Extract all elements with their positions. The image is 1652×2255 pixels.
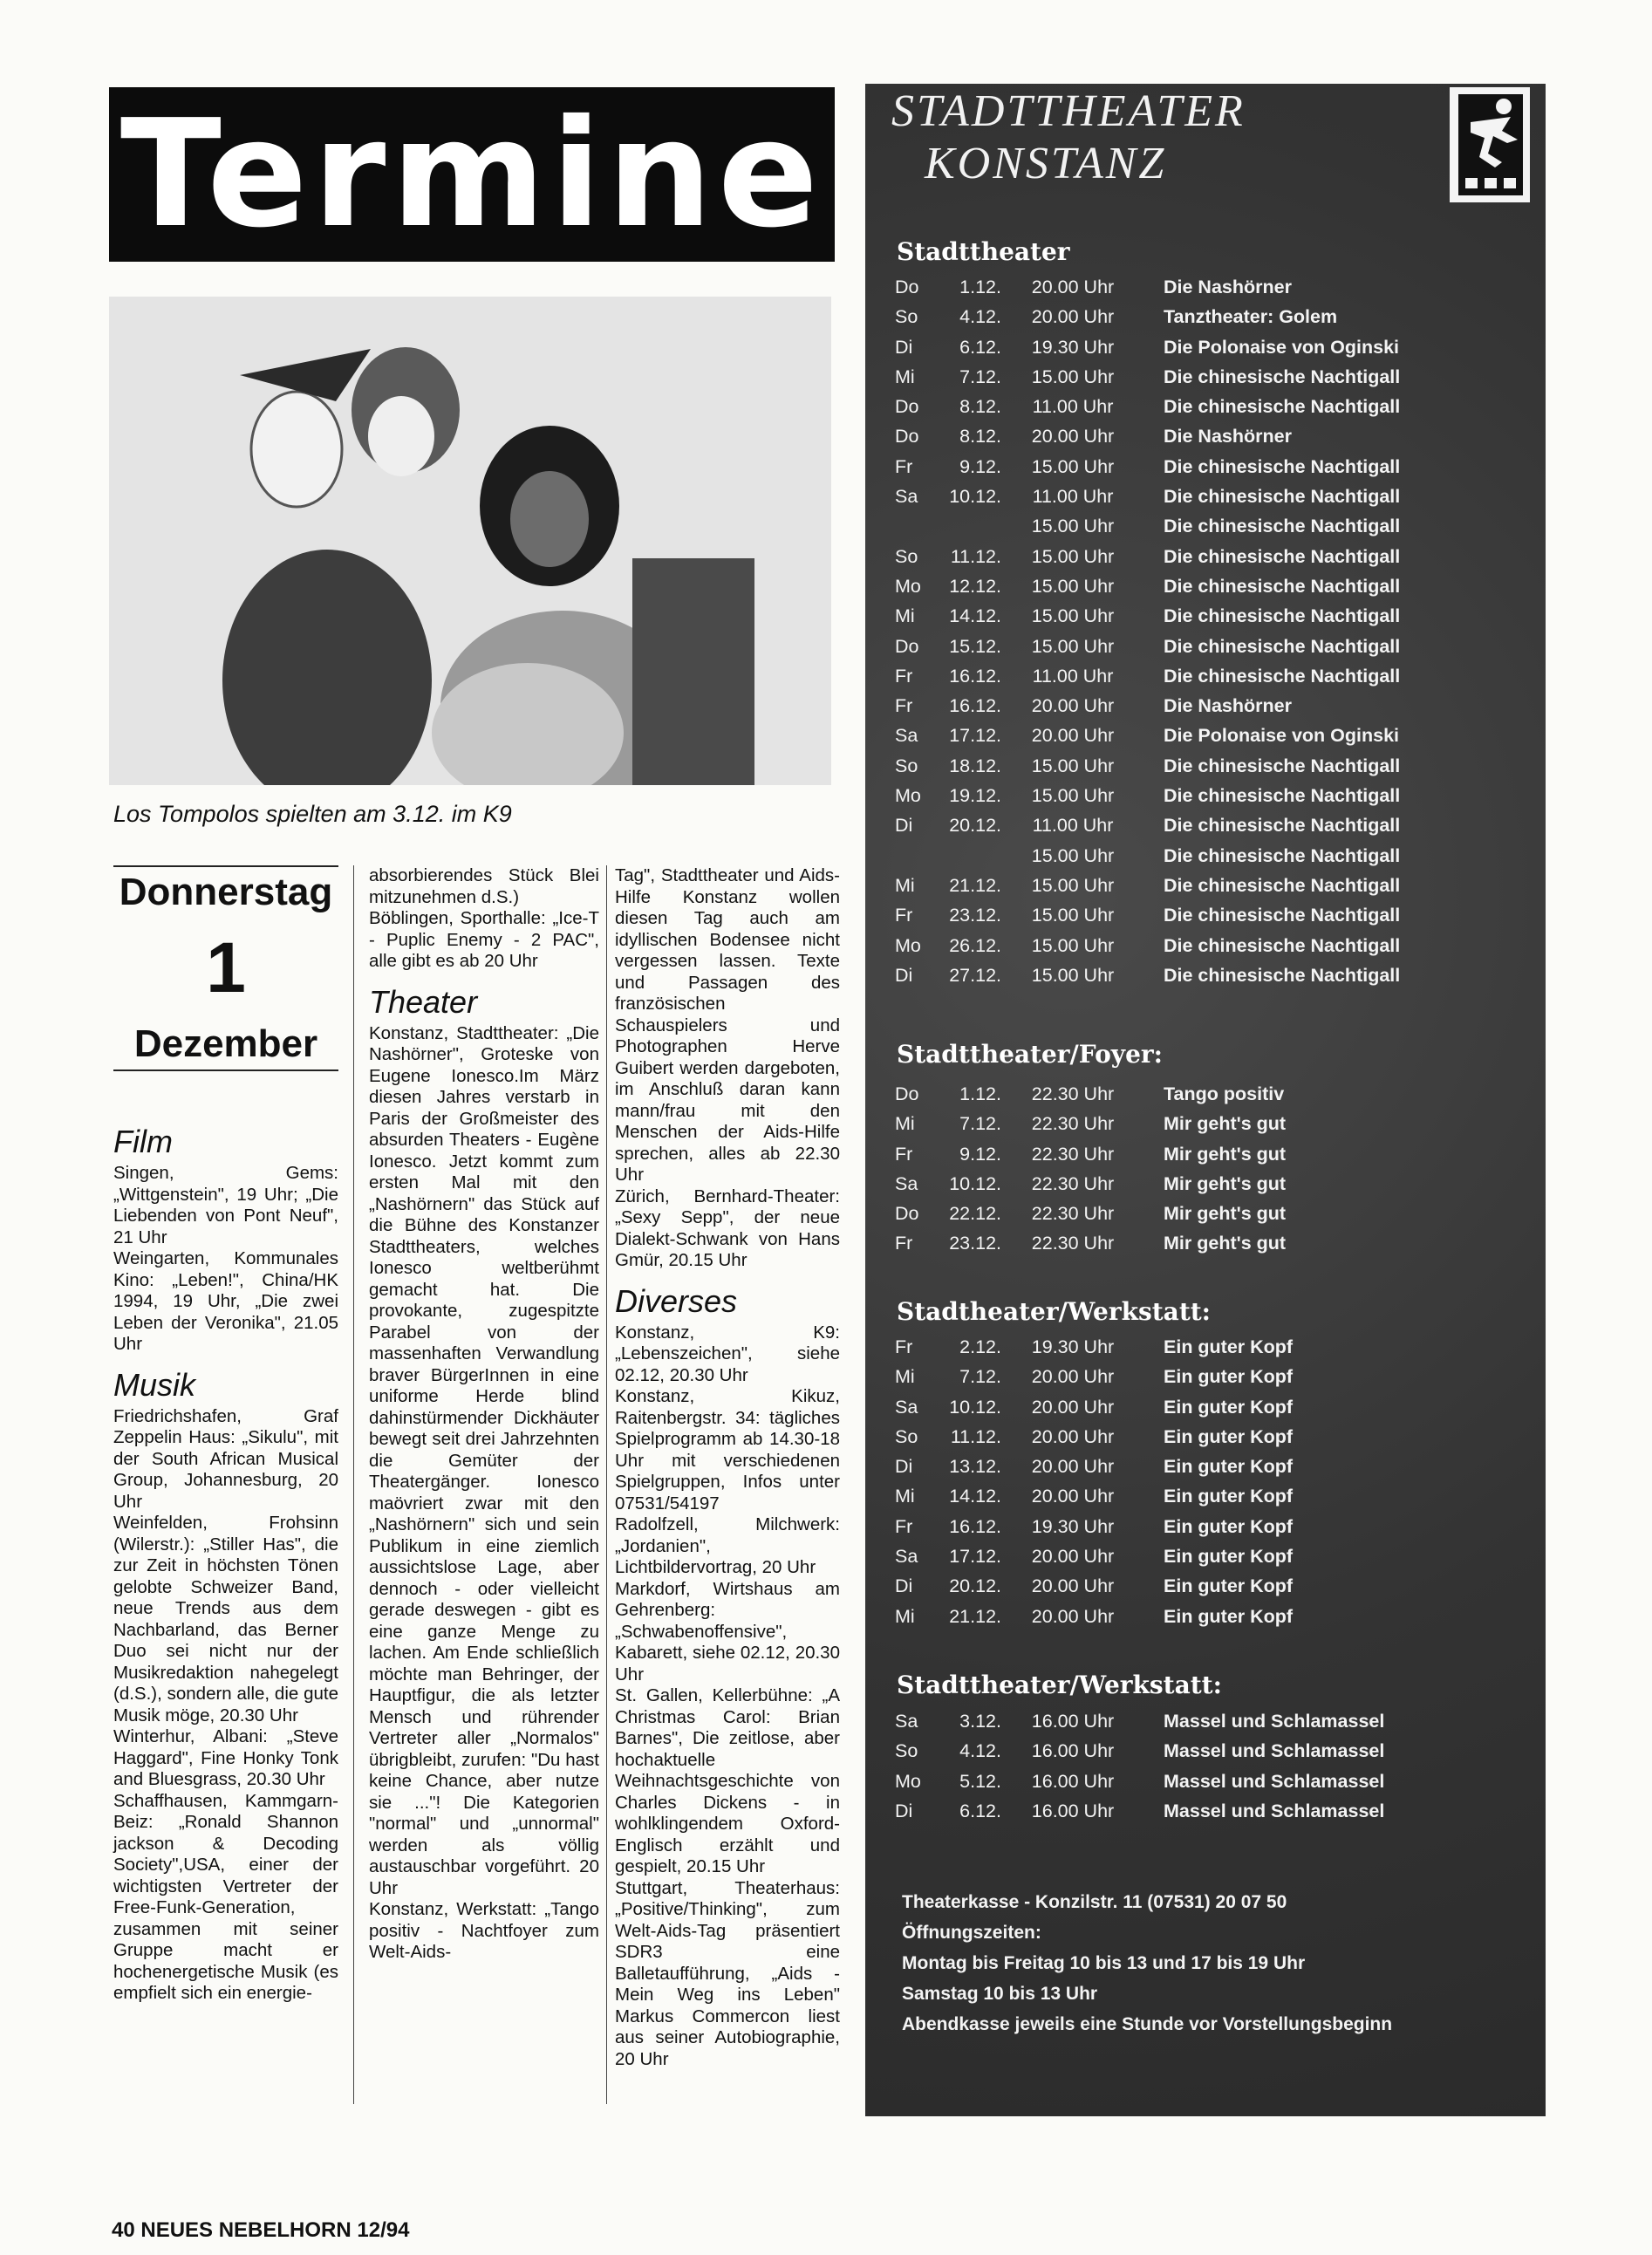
- schedule-weekday: Mo: [895, 785, 921, 807]
- schedule-time: 20.00 Uhr: [1031, 1546, 1115, 1568]
- schedule-time: 15.00 Uhr: [1031, 755, 1115, 776]
- schedule-row: [895, 511, 1400, 541]
- schedule-weekday: Do: [895, 426, 919, 448]
- schedule-title: Die chinesische Nachtigall: [1164, 396, 1401, 418]
- schedule-date: 11.12.: [950, 1425, 1001, 1447]
- schedule-title: Die Polonaise von Oginski: [1164, 725, 1400, 747]
- schedule-row: [895, 1736, 1384, 1766]
- schedule-table-foyer: [895, 1079, 1286, 1259]
- schedule-time: 20.00 Uhr: [1031, 306, 1115, 328]
- schedule-title: Mir geht's gut: [1164, 1233, 1287, 1254]
- listing: Markdorf, Wirtshaus am Gehrenberg: „Schwabenoffensive", Kabarett, siehe 02.12, 20.30 Uhr: [615, 1578, 840, 1684]
- theater-logo-figure-icon: [1450, 87, 1530, 202]
- schedule-row: [895, 960, 1400, 990]
- schedule-title: Die chinesische Nachtigall: [1164, 785, 1401, 807]
- schedule-date: 1.12.: [959, 277, 1001, 297]
- schedule-title: Mir geht's gut: [1164, 1143, 1287, 1165]
- schedule-title: Die chinesische Nachtigall: [1164, 665, 1401, 687]
- schedule-date: 6.12.: [959, 336, 1001, 358]
- schedule-time: 22.30 Uhr: [1031, 1113, 1115, 1135]
- schedule-time: 15.00 Uhr: [1031, 964, 1115, 986]
- schedule-date: 7.12.: [959, 1113, 1001, 1135]
- schedule-weekday: Do: [895, 277, 919, 297]
- schedule-weekday: [895, 511, 947, 541]
- schedule-weekday: Mi: [895, 366, 915, 387]
- schedule-time: 20.00 Uhr: [1031, 426, 1115, 448]
- schedule-title: Die Nashörner: [1164, 277, 1292, 297]
- schedule-weekday: Di: [895, 964, 913, 986]
- schedule-weekday: Sa: [895, 1711, 918, 1732]
- schedule-row: [895, 332, 1400, 362]
- schedule-time: 22.30 Uhr: [1031, 1143, 1115, 1165]
- schedule-weekday: Do: [895, 635, 919, 657]
- schedule-date: 16.12.: [949, 665, 1001, 687]
- schedule-row: [895, 1766, 1384, 1796]
- schedule-title: Mir geht's gut: [1164, 1203, 1287, 1225]
- schedule-weekday: Mo: [895, 575, 921, 597]
- schedule-date: 18.12.: [949, 755, 1001, 776]
- schedule-date: 14.12.: [949, 605, 1001, 627]
- schedule-title: Die chinesische Nachtigall: [1164, 874, 1401, 896]
- schedule-row: [895, 421, 1400, 451]
- schedule-title: Die chinesische Nachtigall: [1164, 366, 1401, 387]
- schedule-title: Massel und Schlamassel: [1164, 1800, 1385, 1821]
- month: Dezember: [133, 1022, 318, 1065]
- schedule-time: 20.00 Uhr: [1031, 1456, 1115, 1478]
- box-office-info: [902, 1887, 1392, 2040]
- schedule-title: Die chinesische Nachtigall: [1164, 635, 1401, 657]
- schedule-weekday: Fr: [895, 1233, 913, 1254]
- schedule-date: [947, 511, 1008, 541]
- page-title: Termine: [119, 88, 824, 261]
- schedule-title: Die Polonaise von Oginski: [1164, 336, 1400, 358]
- schedule-time: 15.00 Uhr: [1031, 575, 1115, 597]
- schedule-title: Die chinesische Nachtigall: [1164, 905, 1401, 926]
- schedule-date: 10.12.: [949, 1396, 1001, 1418]
- schedule-time: 20.00 Uhr: [1031, 1486, 1115, 1507]
- schedule-row: [895, 362, 1400, 392]
- listing: Böblingen, Sporthalle: „Ice-T - Puplic Enemy - 2 PAC", alle gibt es ab 20 Uhr: [369, 908, 599, 971]
- schedule-row: [895, 601, 1400, 631]
- schedule-row: [895, 661, 1400, 691]
- schedule-row: [895, 931, 1400, 960]
- schedule-title: Die chinesische Nachtigall: [1164, 964, 1401, 986]
- schedule-weekday: Fr: [895, 1515, 913, 1537]
- schedule-row: [895, 781, 1400, 810]
- schedule-weekday: Mi: [895, 1605, 915, 1627]
- schedule-title: Ein guter Kopf: [1164, 1486, 1294, 1507]
- schedule-row: [895, 302, 1400, 331]
- schedule-weekday: Di: [895, 336, 913, 358]
- box-office-line: Montag bis Freitag 10 bis 13 und 17 bis 19 Uhr: [902, 1953, 1306, 1973]
- schedule-date: 16.12.: [949, 1515, 1001, 1537]
- listing: Singen, Gems: „Wittgenstein", 19 Uhr; „Die Liebenden von Pont Neuf", 21 Uhr: [113, 1163, 338, 1247]
- section-heading: Stadttheater/Foyer:: [897, 1040, 1163, 1069]
- schedule-title: Die chinesische Nachtigall: [1164, 575, 1401, 597]
- schedule-date: 15.12.: [949, 635, 1001, 657]
- schedule-weekday: Di: [895, 815, 913, 837]
- schedule-date: 4.12.: [959, 306, 1001, 328]
- schedule-row: [895, 1796, 1384, 1826]
- schedule-title: Ein guter Kopf: [1164, 1575, 1294, 1597]
- schedule-time: 20.00 Uhr: [1031, 1575, 1115, 1597]
- schedule-weekday: Mi: [895, 874, 915, 896]
- listing: Zürich, Bernhard-Theater: „Sexy Sepp", der neue Dialekt-Schwank von Hans Gmür, 20.15 Uhr: [615, 1186, 840, 1270]
- column-3: [615, 865, 840, 2070]
- box-office-line: Theaterkasse - Konzilstr. 11 (07531) 20 07 50: [902, 1892, 1287, 1912]
- schedule-title: Mir geht's gut: [1164, 1172, 1287, 1194]
- schedule-date: 4.12.: [959, 1740, 1001, 1762]
- schedule-row: [895, 272, 1400, 302]
- schedule-row: [895, 1706, 1384, 1736]
- schedule-weekday: Di: [895, 1456, 913, 1478]
- schedule-weekday: Fr: [895, 665, 913, 687]
- schedule-row: [895, 810, 1400, 840]
- schedule-weekday: Di: [895, 1575, 913, 1597]
- schedule-title: Ein guter Kopf: [1164, 1366, 1294, 1388]
- schedule-title: Ein guter Kopf: [1164, 1336, 1294, 1357]
- column-divider: [353, 865, 354, 2104]
- band-photo: [109, 297, 831, 785]
- schedule-title: Ein guter Kopf: [1164, 1546, 1294, 1568]
- schedule-date: 11.12.: [950, 545, 1001, 567]
- schedule-time: 15.00 Uhr: [1031, 635, 1115, 657]
- schedule-row: [895, 841, 1400, 871]
- band-photo-illustration: [109, 297, 831, 785]
- schedule-row: [895, 1362, 1293, 1391]
- schedule-row: [895, 1139, 1286, 1169]
- schedule-date: 26.12.: [949, 934, 1001, 956]
- schedule-row: [895, 1422, 1293, 1452]
- schedule-row: [895, 751, 1400, 781]
- schedule-time: 20.00 Uhr: [1031, 1425, 1115, 1447]
- listing: Konstanz, Stadttheater: „Die Nashörner", Groteske von Eugene Ionesco.Im März diesen Jahres verstarb in Paris der Großmeister des absurden Theaters - Eugène Ionesco. Jetzt kommt zum ersten Mal mit den „Nashörnern" das Stück auf die Bühne des Konstanzer Stadttheaters, welches Ionesco weltberühmt gemacht hat. Die provokante, zugespitzte Parabel von der massenhaften Verwandlung braver BürgerInnen in eine uniforme Herde blind dahinstürmender Dickhäuter bewegt seit drei Jahrzehnten die Gemüter der Theatergänger. Ionesco maövriert zwar mit den „Nashörnern" sich und sein Publikum in eine ziemlich aussichtslose Lage, aber dennoch - oder vielleicht gerade deswegen - gibt es eine ganze Menge zu lachen. Am Ende schließlich möchte man Behringer, der Hauptfigur, die als letzter Mensch und rührender Vertreter aller „Normalos" übrigbleibt, zurufen: "Du hast keine Chance, aber nutze sie ..."! Die Kategorien "normal" und „unnormal" werden als völlig austauschbar vorgeführt. 20 Uhr: [369, 1022, 599, 1898]
- schedule-time: 19.30 Uhr: [1031, 1515, 1115, 1537]
- schedule-date: [947, 841, 1008, 871]
- schedule-row: [895, 1109, 1286, 1138]
- schedule-title: Ein guter Kopf: [1164, 1515, 1294, 1537]
- schedule-date: 10.12.: [949, 1172, 1001, 1194]
- schedule-date: 6.12.: [959, 1800, 1001, 1821]
- schedule-date: 10.12.: [949, 486, 1001, 508]
- date-block: [113, 864, 338, 1073]
- schedule-weekday: So: [895, 545, 918, 567]
- schedule-time: 15.00 Uhr: [1031, 874, 1115, 896]
- schedule-time: 20.00 Uhr: [1031, 277, 1115, 297]
- listing: Konstanz, K9: „Lebenszeichen", siehe 02.12, 20.30 Uhr: [615, 1322, 840, 1385]
- schedule-date: 7.12.: [959, 366, 1001, 387]
- divider: [113, 865, 338, 867]
- schedule-date: 3.12.: [959, 1711, 1001, 1732]
- section-heading: Stadtheater/Werkstatt:: [897, 1297, 1212, 1326]
- schedule-date: 14.12.: [949, 1486, 1001, 1507]
- schedule-row: [895, 482, 1400, 511]
- schedule-title: Die chinesische Nachtigall: [1164, 455, 1401, 477]
- schedule-date: 9.12.: [959, 1143, 1001, 1165]
- schedule-weekday: Sa: [895, 486, 918, 508]
- schedule-title: Die chinesische Nachtigall: [1164, 605, 1401, 627]
- section-heading: Stadttheater: [897, 237, 1070, 266]
- schedule-time: 15.00 Uhr: [1031, 516, 1115, 537]
- schedule-date: 23.12.: [949, 905, 1001, 926]
- section-title-theater: Theater: [369, 983, 478, 1020]
- listing: Konstanz, Kikuz, Raitenbergstr. 34: tägliches Spielprogramm ab 14.30-18 Uhr mit verschiedenen Spielgruppen, Infos unter 07531/54197: [615, 1386, 840, 1514]
- schedule-time: 16.00 Uhr: [1031, 1740, 1115, 1762]
- schedule-weekday: Fr: [895, 1143, 913, 1165]
- schedule-table-stadttheater: [895, 272, 1400, 990]
- schedule-row: [895, 1199, 1286, 1228]
- schedule-weekday: Mi: [895, 1486, 915, 1507]
- schedule-date: 12.12.: [949, 575, 1001, 597]
- schedule-title: Die chinesische Nachtigall: [1164, 545, 1401, 567]
- schedule-time: 11.00 Uhr: [1032, 396, 1114, 418]
- box-office-line: Abendkasse jeweils eine Stunde vor Vorstellungsbeginn: [902, 2014, 1393, 2034]
- schedule-weekday: Sa: [895, 1172, 918, 1194]
- schedule-weekday: Mi: [895, 1113, 915, 1135]
- schedule-title: Die Nashörner: [1164, 695, 1292, 717]
- schedule-title: Tango positiv: [1164, 1083, 1285, 1104]
- schedule-row: [895, 1512, 1293, 1541]
- schedule-date: 17.12.: [949, 1546, 1001, 1568]
- schedule-row: [895, 721, 1400, 750]
- schedule-time: 20.00 Uhr: [1031, 1605, 1115, 1627]
- listing: Schaffhausen, Kammgarn-Beiz: „Ronald Shannon jackson & Decoding Society",USA, einer der wichtigsten Vertreter der Free-Funk-Generation, zusammen mit seiner Gruppe macht er hochenergetische Musik (es empfielt sich ein energie-: [113, 1790, 338, 2003]
- schedule-time: 20.00 Uhr: [1031, 725, 1115, 747]
- schedule-date: 20.12.: [949, 1575, 1001, 1597]
- schedule-title: Die Nashörner: [1164, 426, 1292, 448]
- schedule-row: [895, 900, 1400, 930]
- box-office-line: Öffnungszeiten:: [902, 1923, 1041, 1943]
- day-number: 1: [206, 928, 246, 1008]
- schedule-row: [895, 1452, 1293, 1481]
- schedule-time: 16.00 Uhr: [1031, 1770, 1115, 1792]
- schedule-date: 17.12.: [949, 725, 1001, 747]
- schedule-title: Die chinesische Nachtigall: [1164, 934, 1401, 956]
- column-divider: [606, 865, 607, 2104]
- schedule-date: 2.12.: [959, 1336, 1001, 1357]
- schedule-row: [895, 871, 1400, 900]
- schedule-time: 15.00 Uhr: [1031, 844, 1115, 866]
- column-1: [113, 1112, 338, 2005]
- schedule-date: 7.12.: [959, 1366, 1001, 1388]
- schedule-title: Die chinesische Nachtigall: [1164, 516, 1401, 537]
- schedule-time: 11.00 Uhr: [1032, 665, 1114, 687]
- schedule-weekday: Fr: [895, 695, 913, 717]
- schedule-title: Massel und Schlamassel: [1164, 1740, 1385, 1762]
- schedule-row: [895, 452, 1400, 482]
- schedule-time: 22.30 Uhr: [1031, 1172, 1115, 1194]
- schedule-weekday: Sa: [895, 1546, 918, 1568]
- schedule-title: Ein guter Kopf: [1164, 1605, 1294, 1627]
- section-title-film: Film: [113, 1124, 173, 1159]
- schedule-row: [895, 1228, 1286, 1258]
- weekday: Donnerstag: [119, 871, 333, 913]
- schedule-time: 15.00 Uhr: [1031, 455, 1115, 477]
- schedule-title: Massel und Schlamassel: [1164, 1711, 1385, 1732]
- schedule-weekday: Fr: [895, 455, 913, 477]
- schedule-time: 16.00 Uhr: [1031, 1711, 1115, 1732]
- schedule-weekday: Sa: [895, 725, 918, 747]
- listing: absorbierendes Stück Blei mitzunehmen d.S.): [369, 865, 599, 907]
- page-footer: 40 NEUES NEBELHORN 12/94: [112, 2218, 410, 2242]
- schedule-weekday: Fr: [895, 905, 913, 926]
- schedule-time: 20.00 Uhr: [1031, 1396, 1115, 1418]
- schedule-weekday: Do: [895, 396, 919, 418]
- schedule-row: [895, 1481, 1293, 1511]
- schedule-time: 19.30 Uhr: [1031, 1336, 1115, 1357]
- schedule-title: Die chinesische Nachtigall: [1164, 815, 1401, 837]
- schedule-time: 16.00 Uhr: [1031, 1800, 1115, 1821]
- theater-logo-icon: [1450, 87, 1530, 202]
- schedule-weekday: [895, 841, 947, 871]
- schedule-title: Tanztheater: Golem: [1164, 306, 1338, 328]
- schedule-row: [895, 691, 1400, 721]
- schedule-time: 11.00 Uhr: [1032, 486, 1114, 508]
- schedule-time: 19.30 Uhr: [1031, 336, 1115, 358]
- listing: Radolfzell, Milchwerk: „Jordanien", Lichtbildervortrag, 20 Uhr: [615, 1514, 840, 1577]
- section-title-diverses: Diverses: [615, 1282, 738, 1319]
- listing: Winterhur, Albani: „Steve Haggard", Fine Honky Tonk and Bluesgrass, 20.30 Uhr: [113, 1726, 338, 1789]
- schedule-time: 15.00 Uhr: [1031, 545, 1115, 567]
- schedule-row: [895, 571, 1400, 601]
- schedule-time: 22.30 Uhr: [1031, 1233, 1115, 1254]
- listing: Weingarten, Kommunales Kino: „Leben!", China/HK 1994, 19 Uhr, „Die zwei Leben der Veronika", 21.05 Uhr: [113, 1248, 338, 1354]
- schedule-time: 11.00 Uhr: [1032, 815, 1114, 837]
- termine-banner: [109, 87, 835, 262]
- schedule-row: [895, 632, 1400, 661]
- schedule-weekday: Do: [895, 1083, 919, 1104]
- schedule-row: [895, 1571, 1293, 1601]
- schedule-row: [895, 1541, 1293, 1571]
- schedule-table-werkstatt: [895, 1332, 1293, 1631]
- schedule-date: 1.12.: [959, 1083, 1001, 1104]
- listing: Konstanz, Werkstatt: „Tango positiv - Nachtfoyer zum Welt-Aids-: [369, 1899, 599, 1962]
- schedule-title: Mir geht's gut: [1164, 1113, 1287, 1135]
- schedule-title: Ein guter Kopf: [1164, 1456, 1294, 1478]
- listing: Stuttgart, Theaterhaus: „Positive/Thinking", zum Welt-Aids-Tag präsentiert SDR3 eine Balletaufführung, „Aids - Mein Weg ins Leben" Markus Commercon liest aus seiner Autobiographie, 20 Uhr: [615, 1877, 840, 2069]
- schedule-title: Ein guter Kopf: [1164, 1425, 1294, 1447]
- schedule-date: 22.12.: [949, 1203, 1001, 1225]
- schedule-weekday: Mo: [895, 1770, 921, 1792]
- schedule-time: 20.00 Uhr: [1031, 695, 1115, 717]
- schedule-weekday: Fr: [895, 1336, 913, 1357]
- listing: St. Gallen, Kellerbühne: „A Christmas Carol: Brian Barnes", Die zeitlose, aber hochaktuelle Weihnachtsgeschichte von Charles Dickens - in wohlklingendem Oxford-Englisch erzählt und gespielt, 20.15 Uhr: [615, 1685, 840, 1876]
- schedule-title: Ein guter Kopf: [1164, 1396, 1294, 1418]
- schedule-row: [895, 1332, 1293, 1362]
- schedule-date: 21.12.: [949, 874, 1001, 896]
- section-heading: Stadttheater/Werkstatt:: [897, 1671, 1222, 1699]
- section-title-musik: Musik: [113, 1366, 196, 1403]
- divider: [113, 1069, 338, 1071]
- schedule-row: [895, 392, 1400, 421]
- schedule-date: 19.12.: [949, 785, 1001, 807]
- schedule-weekday: Mo: [895, 934, 921, 956]
- schedule-title: Die chinesische Nachtigall: [1164, 844, 1401, 866]
- schedule-date: 9.12.: [959, 455, 1001, 477]
- schedule-table-werkstatt-2: [895, 1706, 1384, 1826]
- schedule-weekday: Do: [895, 1203, 919, 1225]
- schedule-title: Die chinesische Nachtigall: [1164, 486, 1401, 508]
- schedule-title: Die chinesische Nachtigall: [1164, 755, 1401, 776]
- schedule-time: 15.00 Uhr: [1031, 605, 1115, 627]
- schedule-date: 21.12.: [949, 1605, 1001, 1627]
- schedule-row: [895, 1602, 1293, 1631]
- schedule-date: 8.12.: [959, 396, 1001, 418]
- schedule-date: 20.12.: [949, 815, 1001, 837]
- schedule-weekday: Di: [895, 1800, 913, 1821]
- schedule-row: [895, 1392, 1293, 1422]
- schedule-time: 15.00 Uhr: [1031, 905, 1115, 926]
- schedule-date: 8.12.: [959, 426, 1001, 448]
- schedule-weekday: So: [895, 306, 918, 328]
- schedule-title: Massel und Schlamassel: [1164, 1770, 1385, 1792]
- schedule-date: 16.12.: [949, 695, 1001, 717]
- schedule-weekday: Sa: [895, 1396, 918, 1418]
- schedule-time: 15.00 Uhr: [1031, 785, 1115, 807]
- photo-caption: Los Tompolos spielten am 3.12. im K9: [113, 801, 512, 827]
- theater-title-line2: KONSTANZ: [925, 139, 1167, 188]
- schedule-time: 20.00 Uhr: [1031, 1366, 1115, 1388]
- listing: Friedrichshafen, Graf Zeppelin Haus: „Sikulu", mit der South African Musical Group, Johannesburg, 20 Uhr: [113, 1405, 338, 1512]
- schedule-weekday: Mi: [895, 1366, 915, 1388]
- schedule-weekday: Mi: [895, 605, 915, 627]
- schedule-time: 15.00 Uhr: [1031, 366, 1115, 387]
- theater-title-line1: STADTTHEATER: [891, 86, 1246, 136]
- listing: Weinfelden, Frohsinn (Wilerstr.): „Stiller Has", die zur Zeit in höchsten Tönen gelobte Schweizer Band, neue Trends aus dem Nachbarland, das Berner Duo sei nicht nur der Musikredaktion nahegelegt (d.S.), sondern alle, die gute Musik möge, 20.30 Uhr: [113, 1513, 338, 1725]
- schedule-weekday: So: [895, 1425, 918, 1447]
- schedule-time: 22.30 Uhr: [1031, 1083, 1115, 1104]
- schedule-date: 23.12.: [949, 1233, 1001, 1254]
- schedule-time: 15.00 Uhr: [1031, 934, 1115, 956]
- schedule-time: 22.30 Uhr: [1031, 1203, 1115, 1225]
- listing: Tag", Stadttheater und Aids-Hilfe Konstanz wollen diesen Tag auch am idyllischen Bodensee nicht vergessen lassen. Texte und Passagen des französischen Schauspielers und Photographen Herve Guibert werden dargeboten, im Anschluß daran kann mann/frau mit den Menschen der Aids-Hilfe sprechen, alles ab 22.30 Uhr: [615, 865, 840, 1185]
- box-office-line: Samstag 10 bis 13 Uhr: [902, 1984, 1098, 2004]
- schedule-date: 13.12.: [949, 1456, 1001, 1478]
- schedule-row: [895, 1079, 1286, 1109]
- schedule-row: [895, 542, 1400, 571]
- schedule-weekday: So: [895, 1740, 918, 1762]
- schedule-date: 27.12.: [949, 964, 1001, 986]
- schedule-date: 5.12.: [959, 1770, 1001, 1792]
- schedule-row: [895, 1169, 1286, 1199]
- schedule-weekday: So: [895, 755, 918, 776]
- column-2: [369, 865, 599, 1964]
